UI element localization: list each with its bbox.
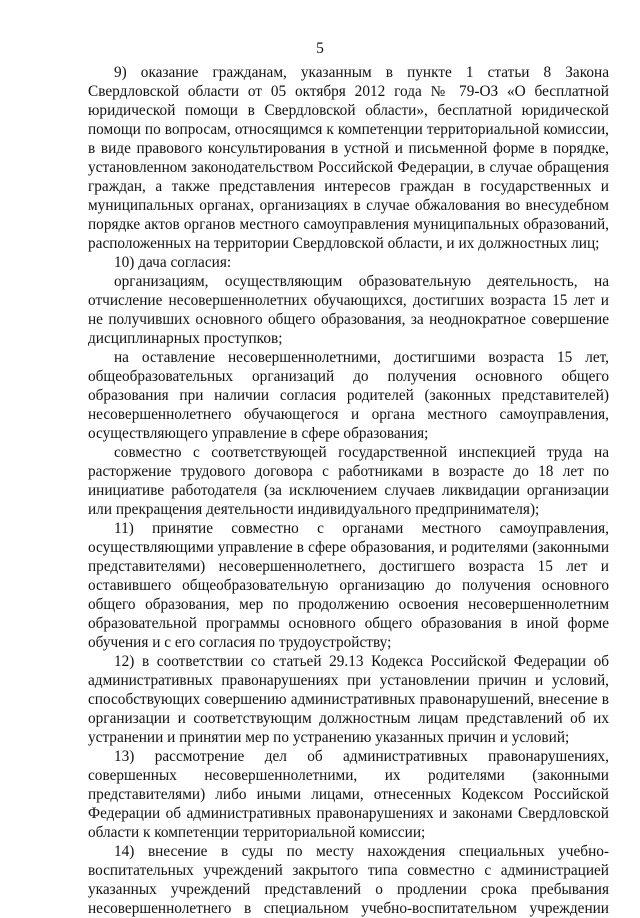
document-body	[88, 63, 609, 918]
paragraph-item-9: 9) оказание гражданам, указанным в пункте 1 статьи 8 Закона Свердловской области от 05 октября 2012 года № 79-ОЗ «О бесплатной юридической помощи в Свердловской области», бесплатной юридической помощи по вопросам, относящимся к компетенции территориальной комиссии, в виде правового консультирования в устной и письменной форме в порядке, установленном законодательством Российской Федерации, в случае обращения граждан, а также представления интересов граждан в государственных и муниципальных органах, организациях в случае обжалования во внесудебном порядке актов органов местного самоуправления муниципальных образований, расположенных на территории Свердловской области, и их должностных лиц;	[88, 64, 609, 252]
paragraph-item-10-heading: 10) дача согласия:	[114, 254, 232, 271]
paragraph-item-12: 12) в соответствии со статьей 29.13 Кодекса Российской Федерации об административных правонарушениях при установлении причин и условий, способствующих совершению административных правонарушений, внесение в организации и соответствующим должностным лицам представлений об их устранении и принятии мер по устранению указанных причин и условий;	[88, 653, 609, 746]
paragraph-consent-expulsion: организациям, осуществляющим образовательную деятельность, на отчисление несовершеннолетних обучающихся, достигших возраста 15 лет и не получивших основного общего образования, за неоднократное совершение дисциплинарных проступков;	[88, 273, 609, 347]
paragraph-item-13: 13) рассмотрение дел об административных правонарушениях, совершенных несовершеннолетними, их родителями (законными представителями) либо иными лицами, отнесенных Кодексом Российской Федерации об административных правонарушениях и законами Свердловской области к компетенции территориальной комиссии;	[88, 748, 609, 841]
paragraph-item-14: 14) внесение в суды по месту нахождения специальных учебно-воспитательных учреждений закрытого типа совместно с администрацией указанных учреждений представлений о продлении срока пребывания несовершеннолетнего в специальном учебно-воспитательном учреждении	[88, 843, 609, 917]
paragraph-item-11: 11) принятие совместно с органами местного самоуправления, осуществляющими управление в сфере образования, и родителями (законными представителями) несовершеннолетнего, достигшего возраста 15 лет и оставившего общеобразовательную организацию до получения основного общего образования, мер по продолжению освоения несовершеннолетним образовательной программы основного общего образования в иной форме обучения и с его согласия по трудоустройству;	[88, 520, 609, 651]
paragraph-consent-leaving-school: на оставление несовершеннолетними, достигшими возраста 15 лет, общеобразовательных организаций до получения основного общего образования при наличии согласия родителей (законных представителей) несовершеннолетнего обучающегося и органа местного самоуправления, осуществляющего управление в сфере образования;	[88, 349, 609, 442]
page-number: 5	[316, 40, 324, 57]
paragraph-consent-labor-contract: совместно с соответствующей государственной инспекцией труда на расторжение трудового договора с работниками в возрасте до 18 лет по инициативе работодателя (за исключением случаев ликвидации организации или прекращения деятельности индивидуального предпринимателя);	[88, 444, 609, 518]
